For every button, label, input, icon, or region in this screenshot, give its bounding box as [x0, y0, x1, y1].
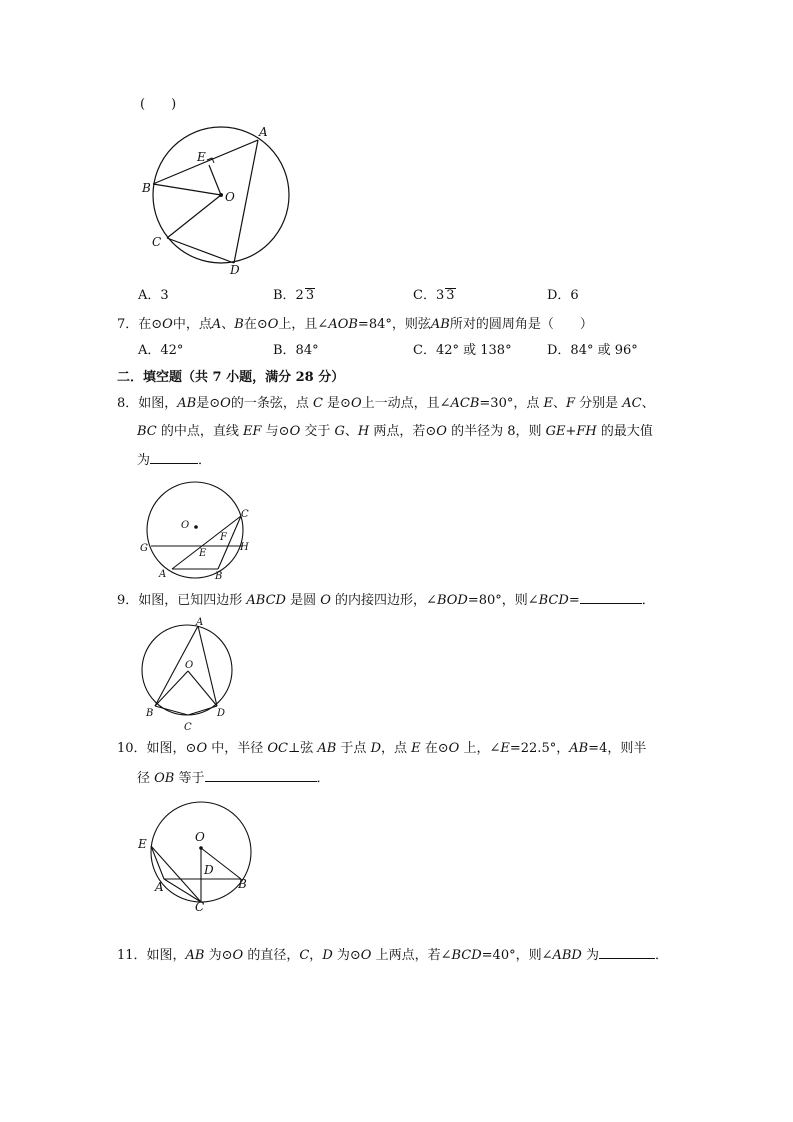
- text-run: ．: [316, 771, 330, 786]
- text-run: 交于: [300, 424, 335, 439]
- q9-label-B: B: [146, 708, 154, 719]
- text-run: 10．如图，⊙: [117, 741, 197, 756]
- q8-label-F: F: [220, 532, 227, 543]
- text-run: 与⊙: [261, 424, 290, 439]
- q8-label-A: A: [159, 569, 167, 580]
- q8-label-B: B: [215, 571, 223, 582]
- math-symbol: BCD: [538, 593, 569, 608]
- math-symbol: E: [411, 741, 421, 756]
- math-symbol: OB: [154, 771, 175, 786]
- text-run: =40°，则∠: [481, 948, 553, 963]
- math-symbol: A: [211, 317, 222, 332]
- text-run: 、: [641, 396, 655, 411]
- math-symbol: O: [320, 593, 331, 608]
- text-run: 在⊙: [243, 317, 268, 332]
- text-run: ，点: [381, 741, 412, 756]
- math-symbol: AOB: [328, 317, 358, 332]
- text-run: =: [568, 593, 580, 608]
- text-run: 是⊙: [322, 396, 351, 411]
- q6-label-E: E: [197, 150, 206, 164]
- math-symbol: AB: [317, 741, 337, 756]
- math-symbol: O: [220, 396, 231, 411]
- q9-label-A: A: [196, 617, 204, 628]
- text-run: 的半径为 8，则: [446, 424, 546, 439]
- text-run: =30°，点: [479, 396, 544, 411]
- text-run: 的直径，: [243, 948, 300, 963]
- math-symbol: O: [448, 741, 460, 756]
- math-symbol: O: [162, 317, 173, 332]
- text-run: 为⊙: [204, 948, 233, 963]
- q6-answer-parentheses: ( ): [140, 97, 177, 112]
- q7-option-b: B．84°: [273, 343, 319, 358]
- text-run: 中，半径: [207, 741, 268, 756]
- math-symbol: AB: [177, 396, 197, 411]
- text-run: 上一动点，且∠: [361, 396, 451, 411]
- math-symbol: H: [357, 424, 370, 439]
- text-run: 7．在⊙: [117, 317, 163, 332]
- text-run: 8．如图，: [117, 396, 178, 411]
- q6-label-A: A: [259, 125, 268, 139]
- q10-label-B: B: [238, 877, 247, 891]
- text-run: 径: [137, 771, 155, 786]
- q11-stem: [117, 946, 668, 964]
- q8-label-O: O: [181, 520, 190, 531]
- math-symbol: E: [543, 396, 553, 411]
- q6-label-O: O: [225, 190, 235, 204]
- text-run: 在⊙: [420, 741, 449, 756]
- math-symbol: GE+FH: [545, 424, 597, 439]
- math-symbol: O: [267, 317, 279, 332]
- text-run: 中，点: [172, 317, 212, 332]
- math-symbol: O: [289, 424, 301, 439]
- text-run: =22.5°，: [509, 741, 570, 756]
- q9-label-D: D: [217, 708, 226, 719]
- text-run: ．: [641, 593, 655, 608]
- q6-label-D: D: [230, 263, 240, 277]
- math-symbol: C: [299, 948, 310, 963]
- math-symbol: B: [234, 317, 244, 332]
- q6-option-a: A．3: [138, 288, 169, 303]
- math-symbol: C: [312, 396, 323, 411]
- text-run: 两点，若⊙: [369, 424, 437, 439]
- q7-option-a: A．42°: [138, 343, 184, 358]
- text-run: 于点: [336, 741, 371, 756]
- text-run: 的中点，直线: [156, 424, 244, 439]
- text-run: 上，且∠: [278, 317, 329, 332]
- q8-label-E: E: [199, 548, 207, 559]
- q6-option-b-radical: 3: [305, 288, 315, 303]
- text-run: 的最大值: [596, 424, 653, 439]
- text-run: =84°，则弦: [357, 317, 431, 332]
- text-run: 是⊙: [196, 396, 221, 411]
- math-symbol: D: [370, 741, 381, 756]
- math-symbol: AB: [430, 317, 450, 332]
- text-run: ．: [655, 948, 669, 963]
- text-run: 、: [221, 317, 235, 332]
- text-run: 为⊙: [332, 948, 361, 963]
- text-run: 所对的圆周角是（ ）: [449, 317, 593, 332]
- q7-option-d: D．84° 或 96°: [547, 343, 638, 358]
- text-run: 等于: [174, 771, 205, 786]
- math-symbol: O: [436, 424, 447, 439]
- text-run: =4，则半: [588, 741, 647, 756]
- q10-label-E: E: [138, 837, 147, 851]
- q10-label-O: O: [195, 830, 205, 844]
- math-symbol: O: [360, 948, 372, 963]
- text-run: C．3: [413, 288, 445, 303]
- q10-label-C: C: [195, 900, 205, 914]
- text-run: 是圆: [285, 593, 321, 608]
- text-run: ，: [309, 948, 323, 963]
- q8-label-G: G: [140, 543, 148, 554]
- text-run: 上，∠: [459, 741, 501, 756]
- math-symbol: BC: [137, 424, 157, 439]
- math-symbol: BCD: [451, 948, 482, 963]
- text-run: 的一条弦，点: [230, 396, 313, 411]
- text-run: 、: [344, 424, 358, 439]
- text-run: ⊥弦: [287, 741, 318, 756]
- q8-label-H: H: [240, 542, 249, 553]
- math-symbol: G: [334, 424, 345, 439]
- math-symbol: EF: [243, 424, 262, 439]
- text-run: 、: [552, 396, 566, 411]
- math-symbol: ACB: [450, 396, 480, 411]
- math-symbol: O: [196, 741, 208, 756]
- q10-label-A: A: [155, 880, 164, 894]
- q9-label-C: C: [184, 722, 192, 733]
- math-symbol: OC: [267, 741, 288, 756]
- text-run: ．: [198, 453, 212, 468]
- text-run: 为: [137, 453, 151, 468]
- q11-answer-blank[interactable]: [599, 946, 655, 959]
- math-symbol: E: [500, 741, 510, 756]
- text-run: =80°，则∠: [467, 593, 539, 608]
- q10-label-D: D: [204, 863, 214, 877]
- q6-option-c-radical: 3: [446, 288, 455, 303]
- section-fill-in-title: 二．填空题（共 7 小题，满分 28 分）: [117, 370, 345, 385]
- text-run: 9．如图，已知四边形: [117, 593, 247, 608]
- q6-label-B: B: [142, 181, 151, 195]
- math-symbol: AB: [185, 948, 205, 963]
- text-run: 上两点，若∠: [371, 948, 452, 963]
- q7-option-c: C．42° 或 138°: [413, 343, 512, 358]
- q6-option-d: D．6: [547, 288, 579, 303]
- math-symbol: O: [232, 948, 244, 963]
- q9-label-O: O: [185, 660, 194, 671]
- q6-label-C: C: [152, 235, 162, 249]
- q10-segment-EA: [151, 846, 164, 879]
- math-symbol: BOD: [436, 593, 468, 608]
- math-symbol: F: [566, 396, 576, 411]
- q10-center-dot: [199, 846, 203, 850]
- math-symbol: ABCD: [246, 593, 286, 608]
- math-symbol: ABD: [552, 948, 582, 963]
- math-symbol: D: [322, 948, 333, 963]
- math-symbol: AC: [622, 396, 642, 411]
- text-run: B．2: [273, 288, 304, 303]
- q8-label-C: C: [241, 509, 249, 520]
- text-run: 11．如图，: [117, 948, 186, 963]
- text-run: 为: [581, 948, 599, 963]
- text-run: 分别是: [575, 396, 623, 411]
- math-symbol: O: [350, 396, 362, 411]
- math-symbol: AB: [569, 741, 589, 756]
- text-run: 的内接四边形，∠: [330, 593, 437, 608]
